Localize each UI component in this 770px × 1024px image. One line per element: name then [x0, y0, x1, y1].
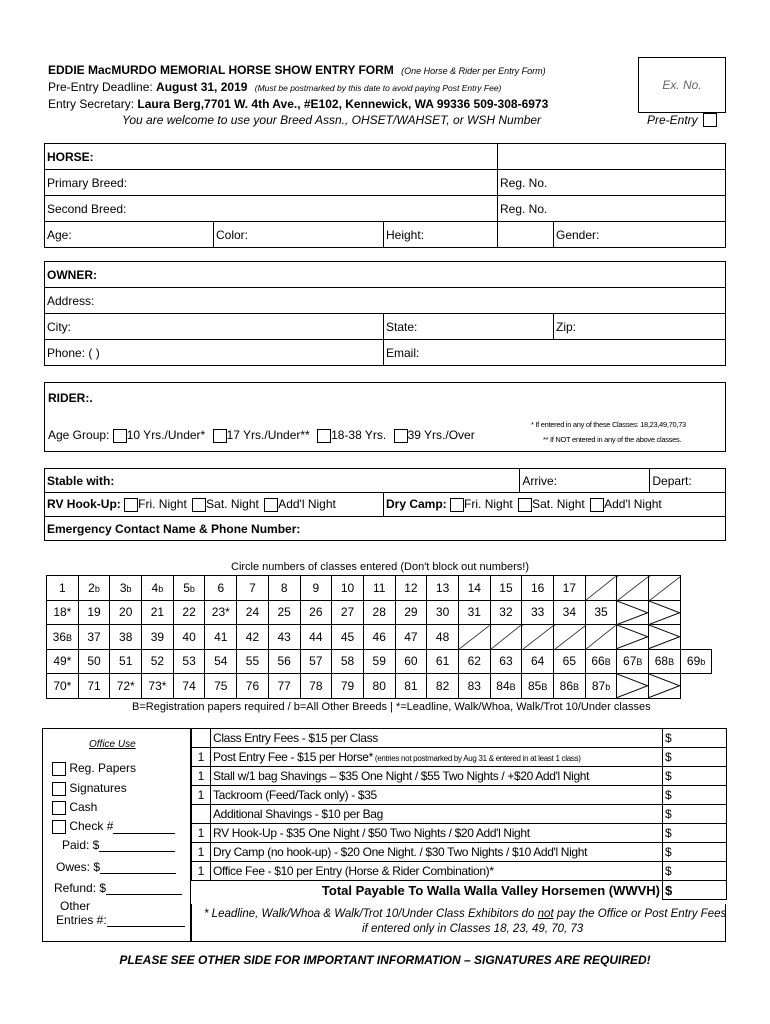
class-number[interactable]: 41	[205, 625, 237, 650]
footer-notice: PLEASE SEE OTHER SIDE FOR IMPORTANT INFORMATION – SIGNATURES ARE REQUIRED!	[119, 953, 651, 967]
class-cell-blank	[585, 625, 617, 650]
class-number[interactable]: 34	[554, 600, 586, 625]
refund-label: Refund: $	[54, 881, 107, 895]
other-entries-field[interactable]	[107, 926, 185, 927]
class-row	[47, 625, 712, 650]
classes-legend: B=Registration papers required / b=All Other Breeds | *=Leadline, Walk/Whoa, Walk/Trot 10/Under classes	[132, 701, 651, 713]
owner-heading: OWNER:	[45, 262, 726, 288]
class-cell-blank	[649, 600, 681, 625]
class-number[interactable]: 48	[427, 625, 459, 650]
class-number[interactable]: 79	[332, 674, 364, 699]
class-number[interactable]: 44	[300, 625, 332, 650]
fee-row	[192, 786, 727, 805]
fee-row	[192, 748, 727, 767]
class-number[interactable]: 84B	[490, 674, 522, 699]
fee-amount[interactable]: $	[663, 786, 727, 805]
check-row	[52, 819, 175, 834]
class-number[interactable]: 51	[110, 649, 142, 674]
class-number[interactable]: 77	[268, 674, 300, 699]
class-cell-blank	[617, 600, 649, 625]
class-number[interactable]: 1	[47, 576, 79, 601]
class-number[interactable]: 20	[110, 600, 142, 625]
class-number[interactable]: 15	[490, 576, 522, 601]
other-entries-row	[56, 913, 185, 927]
class-number[interactable]: 22	[173, 600, 205, 625]
class-number[interactable]: 30	[427, 600, 459, 625]
owes-row	[56, 860, 176, 874]
class-number[interactable]: 26	[300, 600, 332, 625]
class-number[interactable]: 73*	[142, 674, 174, 699]
fee-description-text: Additional Shavings - $10 per Bag	[213, 807, 383, 821]
fee-row	[192, 767, 727, 786]
dry-camp-label: Dry Camp:	[386, 497, 447, 512]
class-number[interactable]: 58	[332, 649, 364, 674]
fee-amount[interactable]: $	[663, 767, 727, 786]
age-18-38-label: 18-38 Yrs.	[331, 428, 387, 442]
fee-description	[211, 824, 663, 843]
fee-note-2: if entered only in Classes 18, 23, 49, 70, 73	[362, 923, 584, 935]
fee-amount[interactable]: $	[663, 748, 727, 767]
horse-section	[44, 143, 726, 248]
fee-row	[192, 805, 727, 824]
class-cell-blank	[649, 674, 681, 699]
class-number[interactable]: 17	[554, 576, 586, 601]
ex-no-label: Ex. No.	[662, 78, 702, 92]
class-cell-blank	[490, 625, 522, 650]
class-cell-blank	[617, 625, 649, 650]
class-number[interactable]: 69b	[680, 649, 712, 674]
class-number[interactable]: 65	[554, 649, 586, 674]
class-number[interactable]: 32	[490, 600, 522, 625]
fee-amount[interactable]: $	[663, 805, 727, 824]
class-number[interactable]: 74	[173, 674, 205, 699]
class-row	[47, 600, 712, 625]
class-number[interactable]: 33	[522, 600, 554, 625]
fee-description	[211, 805, 663, 824]
fee-qty[interactable]: 1	[192, 767, 211, 786]
class-number[interactable]: 37	[78, 625, 110, 650]
fee-description-text: Office Fee - $10 per Entry (Horse & Rider Combination)*	[213, 864, 494, 878]
class-number[interactable]: 8	[268, 576, 300, 601]
fee-row	[192, 843, 727, 862]
office-use-title: Office Use	[89, 739, 136, 750]
paid-field[interactable]	[99, 851, 175, 852]
signatures-row	[52, 781, 127, 796]
address-field[interactable]: Address:	[45, 288, 726, 314]
arrive-field[interactable]: Arrive:	[520, 469, 650, 493]
city-field[interactable]: City:	[45, 314, 384, 340]
fee-description	[211, 843, 663, 862]
rv-hookup-row	[45, 493, 384, 517]
class-number[interactable]: 31	[458, 600, 490, 625]
secretary-label: Entry Secretary:	[48, 97, 138, 111]
class-number[interactable]: 68B	[649, 649, 681, 674]
form-title-line	[48, 63, 546, 77]
age-field[interactable]: Age:	[45, 222, 214, 248]
emergency-contact-field[interactable]: Emergency Contact Name & Phone Number:	[45, 517, 726, 541]
horse-heading-blank	[498, 144, 726, 170]
class-number[interactable]: 50	[78, 649, 110, 674]
cash-label: Cash	[69, 800, 98, 814]
fee-qty[interactable]	[192, 729, 211, 748]
class-number[interactable]: 12	[395, 576, 427, 601]
class-number[interactable]: 53	[173, 649, 205, 674]
class-number[interactable]: 27	[332, 600, 364, 625]
class-cell-blank	[585, 576, 617, 601]
class-number[interactable]: 3b	[110, 576, 142, 601]
class-number[interactable]: 85B	[522, 674, 554, 699]
total-amount[interactable]: $	[663, 881, 727, 900]
class-number[interactable]: 39	[142, 625, 174, 650]
class-number[interactable]: 10	[332, 576, 364, 601]
rv-fri-label: Fri. Night	[138, 497, 187, 512]
class-number[interactable]: 11	[363, 576, 395, 601]
stable-section	[44, 468, 726, 541]
check-label: Check #	[69, 819, 114, 833]
class-number[interactable]: 80	[363, 674, 395, 699]
cash-row	[52, 800, 97, 815]
class-number[interactable]: 56	[268, 649, 300, 674]
class-number[interactable]: 35	[585, 600, 617, 625]
secretary-line	[48, 97, 548, 111]
fee-description-text: Stall w/1 bag Shavings – $35 One Night / $55 Two Nights / +$20 Add'l Night	[213, 769, 590, 783]
fee-row	[192, 824, 727, 843]
fees-table	[191, 728, 727, 900]
class-number[interactable]: 36B	[47, 625, 79, 650]
rv-addl-label: Add'l Night	[278, 497, 336, 512]
fee-note-1-text: * Leadline, Walk/Whoa & Walk/Trot 10/Under Class Exhibitors do not pay the Office or Post Entry Fees	[204, 908, 727, 920]
fee-description-text: RV Hook-Up - $35 One Night / $50 Two Nights / $20 Add'l Night	[213, 826, 530, 840]
email-field[interactable]: Email:	[384, 340, 726, 366]
class-number[interactable]: 42	[237, 625, 269, 650]
cash-checkbox[interactable]	[52, 801, 66, 815]
classes-instruction: Circle numbers of classes entered (Don't block out numbers!)	[231, 561, 530, 573]
deadline-note: (Must be postmarked by this date to avoid paying Post Entry Fee)	[254, 83, 502, 93]
welcome-note: You are welcome to use your Breed Assn., OHSET/WAHSET, or WSH Number	[122, 113, 542, 127]
fee-description-text: Tackroom (Feed/Tack only) - $35	[213, 788, 377, 802]
stable-with-field[interactable]: Stable with:	[45, 469, 520, 493]
class-cell-blank	[554, 625, 586, 650]
deadline-line	[48, 80, 501, 94]
class-number[interactable]: 82	[427, 674, 459, 699]
class-number[interactable]: 86B	[554, 674, 586, 699]
class-number[interactable]: 23*	[205, 600, 237, 625]
class-cell-blank	[649, 625, 681, 650]
dry-addl-checkbox[interactable]	[590, 498, 604, 512]
fee-description	[211, 862, 663, 881]
rv-sat-checkbox[interactable]	[192, 498, 206, 512]
class-number[interactable]: 40	[173, 625, 205, 650]
fee-description	[211, 729, 663, 748]
other-label: Other	[60, 899, 91, 913]
class-number[interactable]: 43	[268, 625, 300, 650]
class-row	[47, 674, 712, 699]
class-number[interactable]: 70*	[47, 674, 79, 699]
class-number[interactable]: 28	[363, 600, 395, 625]
chevron-right-icon	[649, 601, 680, 625]
class-number[interactable]: 24	[237, 600, 269, 625]
class-number[interactable]: 63	[490, 649, 522, 674]
owes-label: Owes: $	[56, 860, 101, 874]
dry-sat-label: Sat. Night	[532, 497, 585, 512]
class-cell-blank	[458, 625, 490, 650]
class-number[interactable]: 5b	[173, 576, 205, 601]
class-number[interactable]: 21	[142, 600, 174, 625]
class-number[interactable]: 59	[363, 649, 395, 674]
fee-row	[192, 862, 727, 881]
age-17-under-checkbox[interactable]	[213, 429, 227, 443]
fee-qty[interactable]: 1	[192, 786, 211, 805]
class-number[interactable]: 64	[522, 649, 554, 674]
pre-entry-checkbox[interactable]	[703, 113, 717, 127]
class-number[interactable]: 62	[458, 649, 490, 674]
owner-section	[44, 261, 726, 366]
phone-field[interactable]: Phone: ( )	[45, 340, 384, 366]
fee-amount[interactable]: $	[663, 824, 727, 843]
second-breed-field[interactable]: Second Breed:	[45, 196, 498, 222]
chevron-right-icon	[617, 674, 648, 698]
class-number[interactable]: 83	[458, 674, 490, 699]
fee-amount[interactable]: $	[663, 862, 727, 881]
class-number[interactable]: 66B	[585, 649, 617, 674]
class-number[interactable]: 18*	[47, 600, 79, 625]
check-checkbox[interactable]	[52, 820, 66, 834]
other-entries-label: Entries #:	[56, 913, 107, 927]
class-number[interactable]: 72*	[110, 674, 142, 699]
reg-papers-row	[52, 761, 136, 776]
fee-amount[interactable]: $	[663, 729, 727, 748]
fee-description-note: (entries not postmarked by Aug 31 & entered in at least 1 class)	[372, 754, 581, 763]
age-18-38-checkbox[interactable]	[317, 429, 331, 443]
rider-heading: RIDER:.	[48, 391, 93, 405]
rv-sat-label: Sat. Night	[206, 497, 259, 512]
class-number[interactable]: 2b	[78, 576, 110, 601]
dry-fri-checkbox[interactable]	[450, 498, 464, 512]
form-title: EDDIE MacMURDO MEMORIAL HORSE SHOW ENTRY FORM	[48, 63, 394, 77]
age-39-over-checkbox[interactable]	[394, 429, 408, 443]
fee-qty[interactable]	[192, 805, 211, 824]
deadline-date: August 31, 2019	[156, 80, 248, 94]
zip-field[interactable]: Zip:	[554, 314, 726, 340]
height-field-cont[interactable]	[498, 222, 554, 248]
class-number[interactable]: 45	[332, 625, 364, 650]
fee-qty[interactable]: 1	[192, 748, 211, 767]
class-number[interactable]: 16	[522, 576, 554, 601]
class-number[interactable]: 78	[300, 674, 332, 699]
class-row	[47, 649, 712, 674]
class-number[interactable]: 47	[395, 625, 427, 650]
refund-row	[54, 881, 182, 895]
age-10-under-label: 10 Yrs./Under*	[126, 428, 206, 442]
class-number[interactable]: 67B	[617, 649, 649, 674]
classes-grid	[46, 575, 712, 699]
check-number-field[interactable]	[113, 833, 175, 834]
paid-row	[62, 838, 175, 852]
dry-addl-label: Add'l Night	[604, 497, 662, 512]
class-cell-blank	[617, 674, 649, 699]
reg-papers-checkbox[interactable]	[52, 762, 66, 776]
reg-papers-label: Reg. Papers	[69, 761, 137, 775]
class-number[interactable]: 4b	[142, 576, 174, 601]
fee-description	[211, 786, 663, 805]
fee-description-text: Class Entry Fees - $15 per Class	[213, 731, 378, 745]
class-cell-blank	[617, 576, 649, 601]
rider-note-2: ** If NOT entered in any of the above classes.	[543, 435, 682, 444]
class-number[interactable]: 81	[395, 674, 427, 699]
rv-fri-checkbox[interactable]	[124, 498, 138, 512]
rider-section	[44, 382, 726, 452]
owes-field[interactable]	[100, 873, 176, 874]
fee-qty[interactable]: 1	[192, 862, 211, 881]
class-number[interactable]: 87b	[585, 674, 617, 699]
age-group-row	[48, 428, 475, 443]
class-number[interactable]: 29	[395, 600, 427, 625]
class-number[interactable]: 13	[427, 576, 459, 601]
class-number[interactable]: 61	[427, 649, 459, 674]
age-39-over-label: 39 Yrs./Over	[407, 428, 475, 442]
class-number[interactable]: 7	[237, 576, 269, 601]
fee-amount[interactable]: $	[663, 843, 727, 862]
signatures-label: Signatures	[69, 781, 127, 795]
horse-heading: HORSE:	[45, 144, 498, 170]
fee-note-box	[191, 904, 726, 942]
color-field[interactable]: Color:	[214, 222, 384, 248]
rv-addl-checkbox[interactable]	[264, 498, 278, 512]
class-number[interactable]: 76	[237, 674, 269, 699]
second-reg-no-field[interactable]: Reg. No.	[498, 196, 726, 222]
class-number[interactable]: 60	[395, 649, 427, 674]
class-number[interactable]: 14	[458, 576, 490, 601]
dry-camp-row	[384, 493, 726, 517]
paid-label: Paid: $	[62, 838, 100, 852]
class-number[interactable]: 54	[205, 649, 237, 674]
dry-sat-checkbox[interactable]	[518, 498, 532, 512]
total-row	[192, 881, 727, 900]
class-number[interactable]: 55	[237, 649, 269, 674]
depart-field[interactable]: Depart:	[650, 469, 726, 493]
age-group-label: Age Group:	[48, 428, 113, 442]
deadline-label: Pre-Entry Deadline:	[48, 80, 157, 94]
primary-reg-no-field[interactable]: Reg. No.	[498, 170, 726, 196]
rider-note-1: * If entered in any of these Classes: 18,23,49,70,73	[531, 420, 686, 429]
fee-qty[interactable]: 1	[192, 843, 211, 862]
class-number[interactable]: 49*	[47, 649, 79, 674]
class-number[interactable]: 6	[205, 576, 237, 601]
secretary-value: Laura Berg,7701 W. 4th Ave., #E102, Kennewick, WA 99336 509-308-6973	[137, 97, 549, 111]
class-number[interactable]: 57	[300, 649, 332, 674]
primary-breed-field[interactable]: Primary Breed:	[45, 170, 498, 196]
height-field[interactable]: Height:	[384, 222, 498, 248]
class-number[interactable]: 71	[78, 674, 110, 699]
fee-description	[211, 748, 663, 767]
title-note: (One Horse & Rider per Entry Form)	[401, 66, 546, 76]
class-number[interactable]: 25	[268, 600, 300, 625]
chevron-right-icon	[649, 674, 680, 698]
class-number[interactable]: 19	[78, 600, 110, 625]
class-cell-blank	[649, 576, 681, 601]
age-10-under-checkbox[interactable]	[113, 429, 127, 443]
pre-entry-label: Pre-Entry	[647, 113, 698, 127]
gender-field[interactable]: Gender:	[554, 222, 726, 248]
class-number[interactable]: 38	[110, 625, 142, 650]
age-17-under-label: 17 Yrs./Under**	[226, 428, 310, 442]
fee-description-text: Dry Camp (no hook-up) - $20 One Night. / $30 Two Nights / $10 Add'l Night	[213, 845, 588, 859]
class-number[interactable]: 46	[363, 625, 395, 650]
rv-hookup-label: RV Hook-Up:	[47, 497, 121, 512]
state-field[interactable]: State:	[384, 314, 554, 340]
fee-row	[192, 729, 727, 748]
dry-fri-label: Fri. Night	[464, 497, 513, 512]
chevron-right-icon	[617, 625, 648, 649]
chevron-right-icon	[649, 625, 680, 649]
class-row	[47, 576, 712, 601]
fee-qty[interactable]: 1	[192, 824, 211, 843]
class-number[interactable]: 52	[142, 649, 174, 674]
fee-description	[211, 767, 663, 786]
chevron-right-icon	[617, 601, 648, 625]
fee-description-text: Post Entry Fee - $15 per Horse*	[213, 750, 373, 764]
class-number[interactable]: 9	[300, 576, 332, 601]
refund-field[interactable]	[106, 894, 182, 895]
signatures-checkbox[interactable]	[52, 782, 66, 796]
total-label: Total Payable To Walla Walla Valley Horsemen (WWVH)	[192, 881, 663, 900]
class-number[interactable]: 75	[205, 674, 237, 699]
class-cell-blank	[522, 625, 554, 650]
